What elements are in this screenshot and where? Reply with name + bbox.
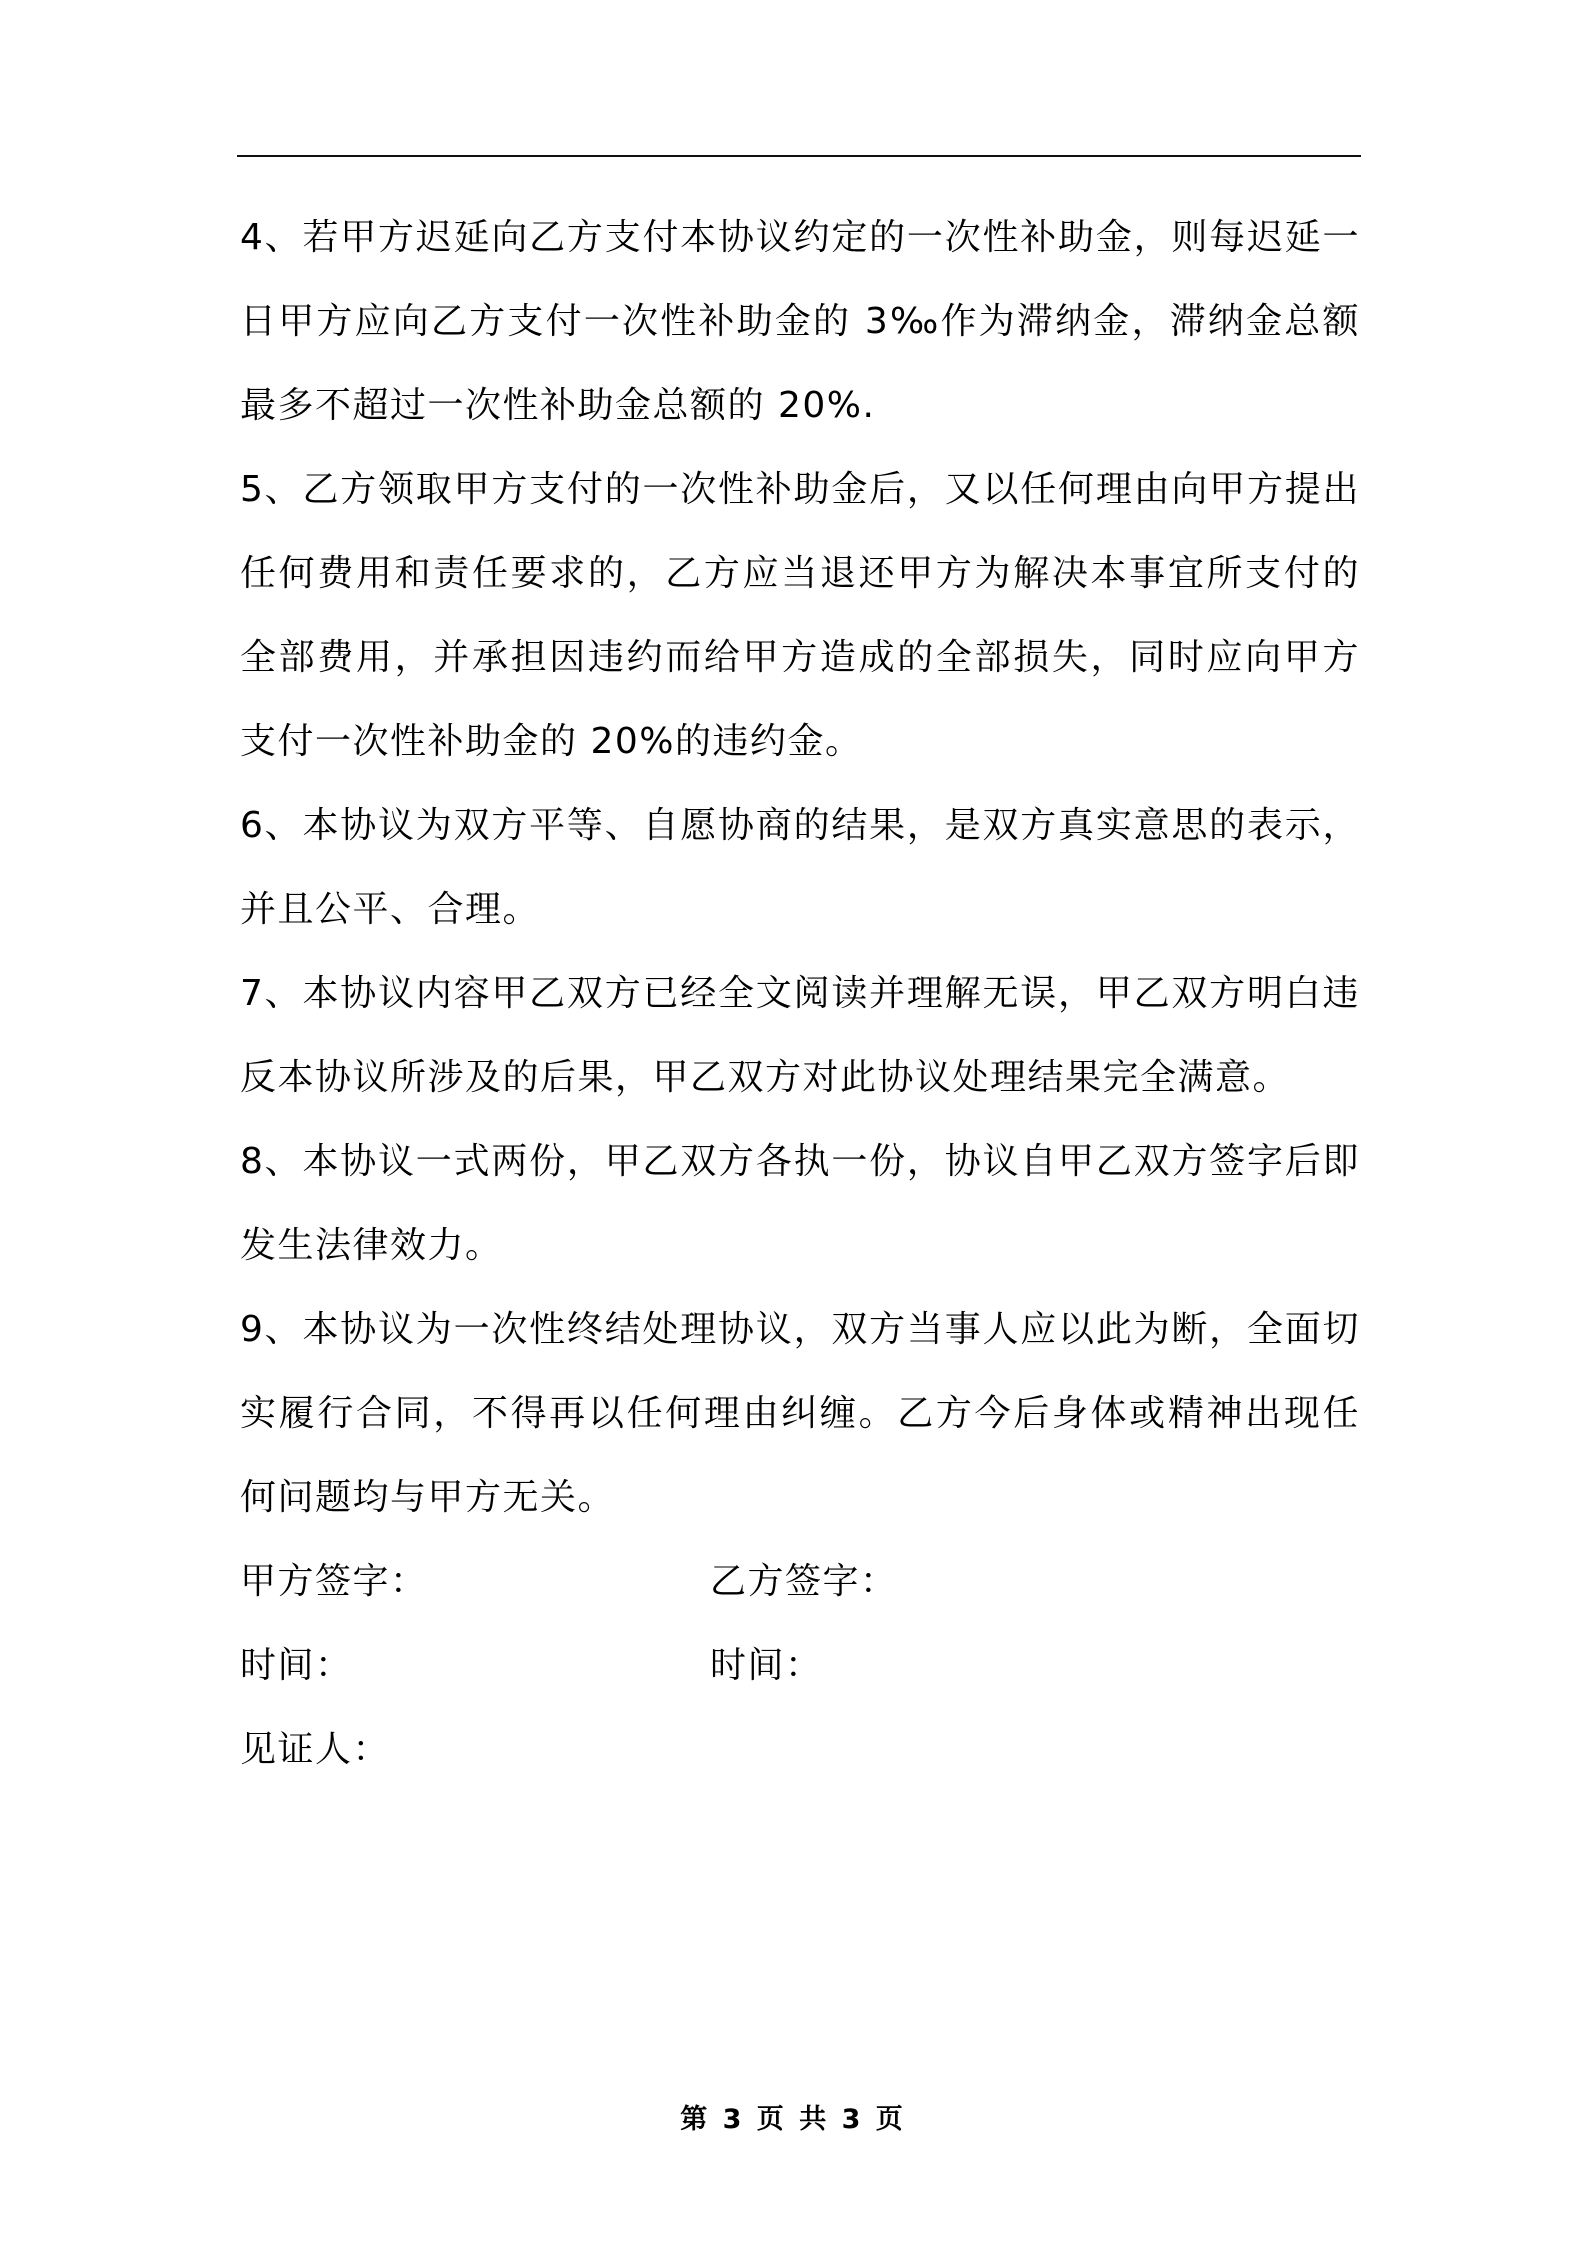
page-number: 第 3 页 共 3 页 (680, 2104, 906, 2135)
clause-5: 5、乙方领取甲方支付的一次性补助金后，又以任何理由向甲方提出任何费用和责任要求的，乙方应当退还甲方为解决本事宜所支付的全部费用，并承担因违约而给甲方造成的全部损失，同时应向甲方支付一次性补助金的 20%的违约金。 (240, 469, 1360, 762)
party-a-date-label: 时间： (240, 1645, 353, 1686)
clause-4: 4、若甲方迟延向乙方支付本协议约定的一次性补助金，则每迟延一日甲方应向乙方支付一次性补助金的 3‰作为滞纳金，滞纳金总额最多不超过一次性补助金总额的 20%. (240, 217, 1360, 426)
clause-6: 6、本协议为双方平等、自愿协商的结果，是双方真实意思的表示，并且公平、合理。 (240, 805, 1360, 930)
witness-label: 见证人： (240, 1729, 391, 1770)
clause-8: 8、本协议一式两份，甲乙双方各执一份，协议自甲乙双方签字后即发生法律效力。 (240, 1141, 1360, 1266)
party-a-signature-label: 甲方签字： (240, 1561, 428, 1602)
clause-9: 9、本协议为一次性终结处理协议，双方当事人应以此为断，全面切实履行合同，不得再以任何理由纠缠。乙方今后身体或精神出现任何问题均与甲方无关。 (240, 1309, 1360, 1518)
date-row (240, 1624, 1360, 1708)
witness-row (240, 1708, 1360, 1792)
party-b-signature-label: 乙方签字： (710, 1561, 898, 1602)
document-body (240, 196, 1360, 1792)
clause-7: 7、本协议内容甲乙双方已经全文阅读并理解无误，甲乙双方明白违反本协议所涉及的后果，甲乙双方对此协议处理结果完全满意。 (240, 973, 1360, 1098)
signature-row (240, 1540, 1360, 1624)
party-b-date-label: 时间： (710, 1645, 823, 1686)
header-rule (237, 155, 1361, 157)
